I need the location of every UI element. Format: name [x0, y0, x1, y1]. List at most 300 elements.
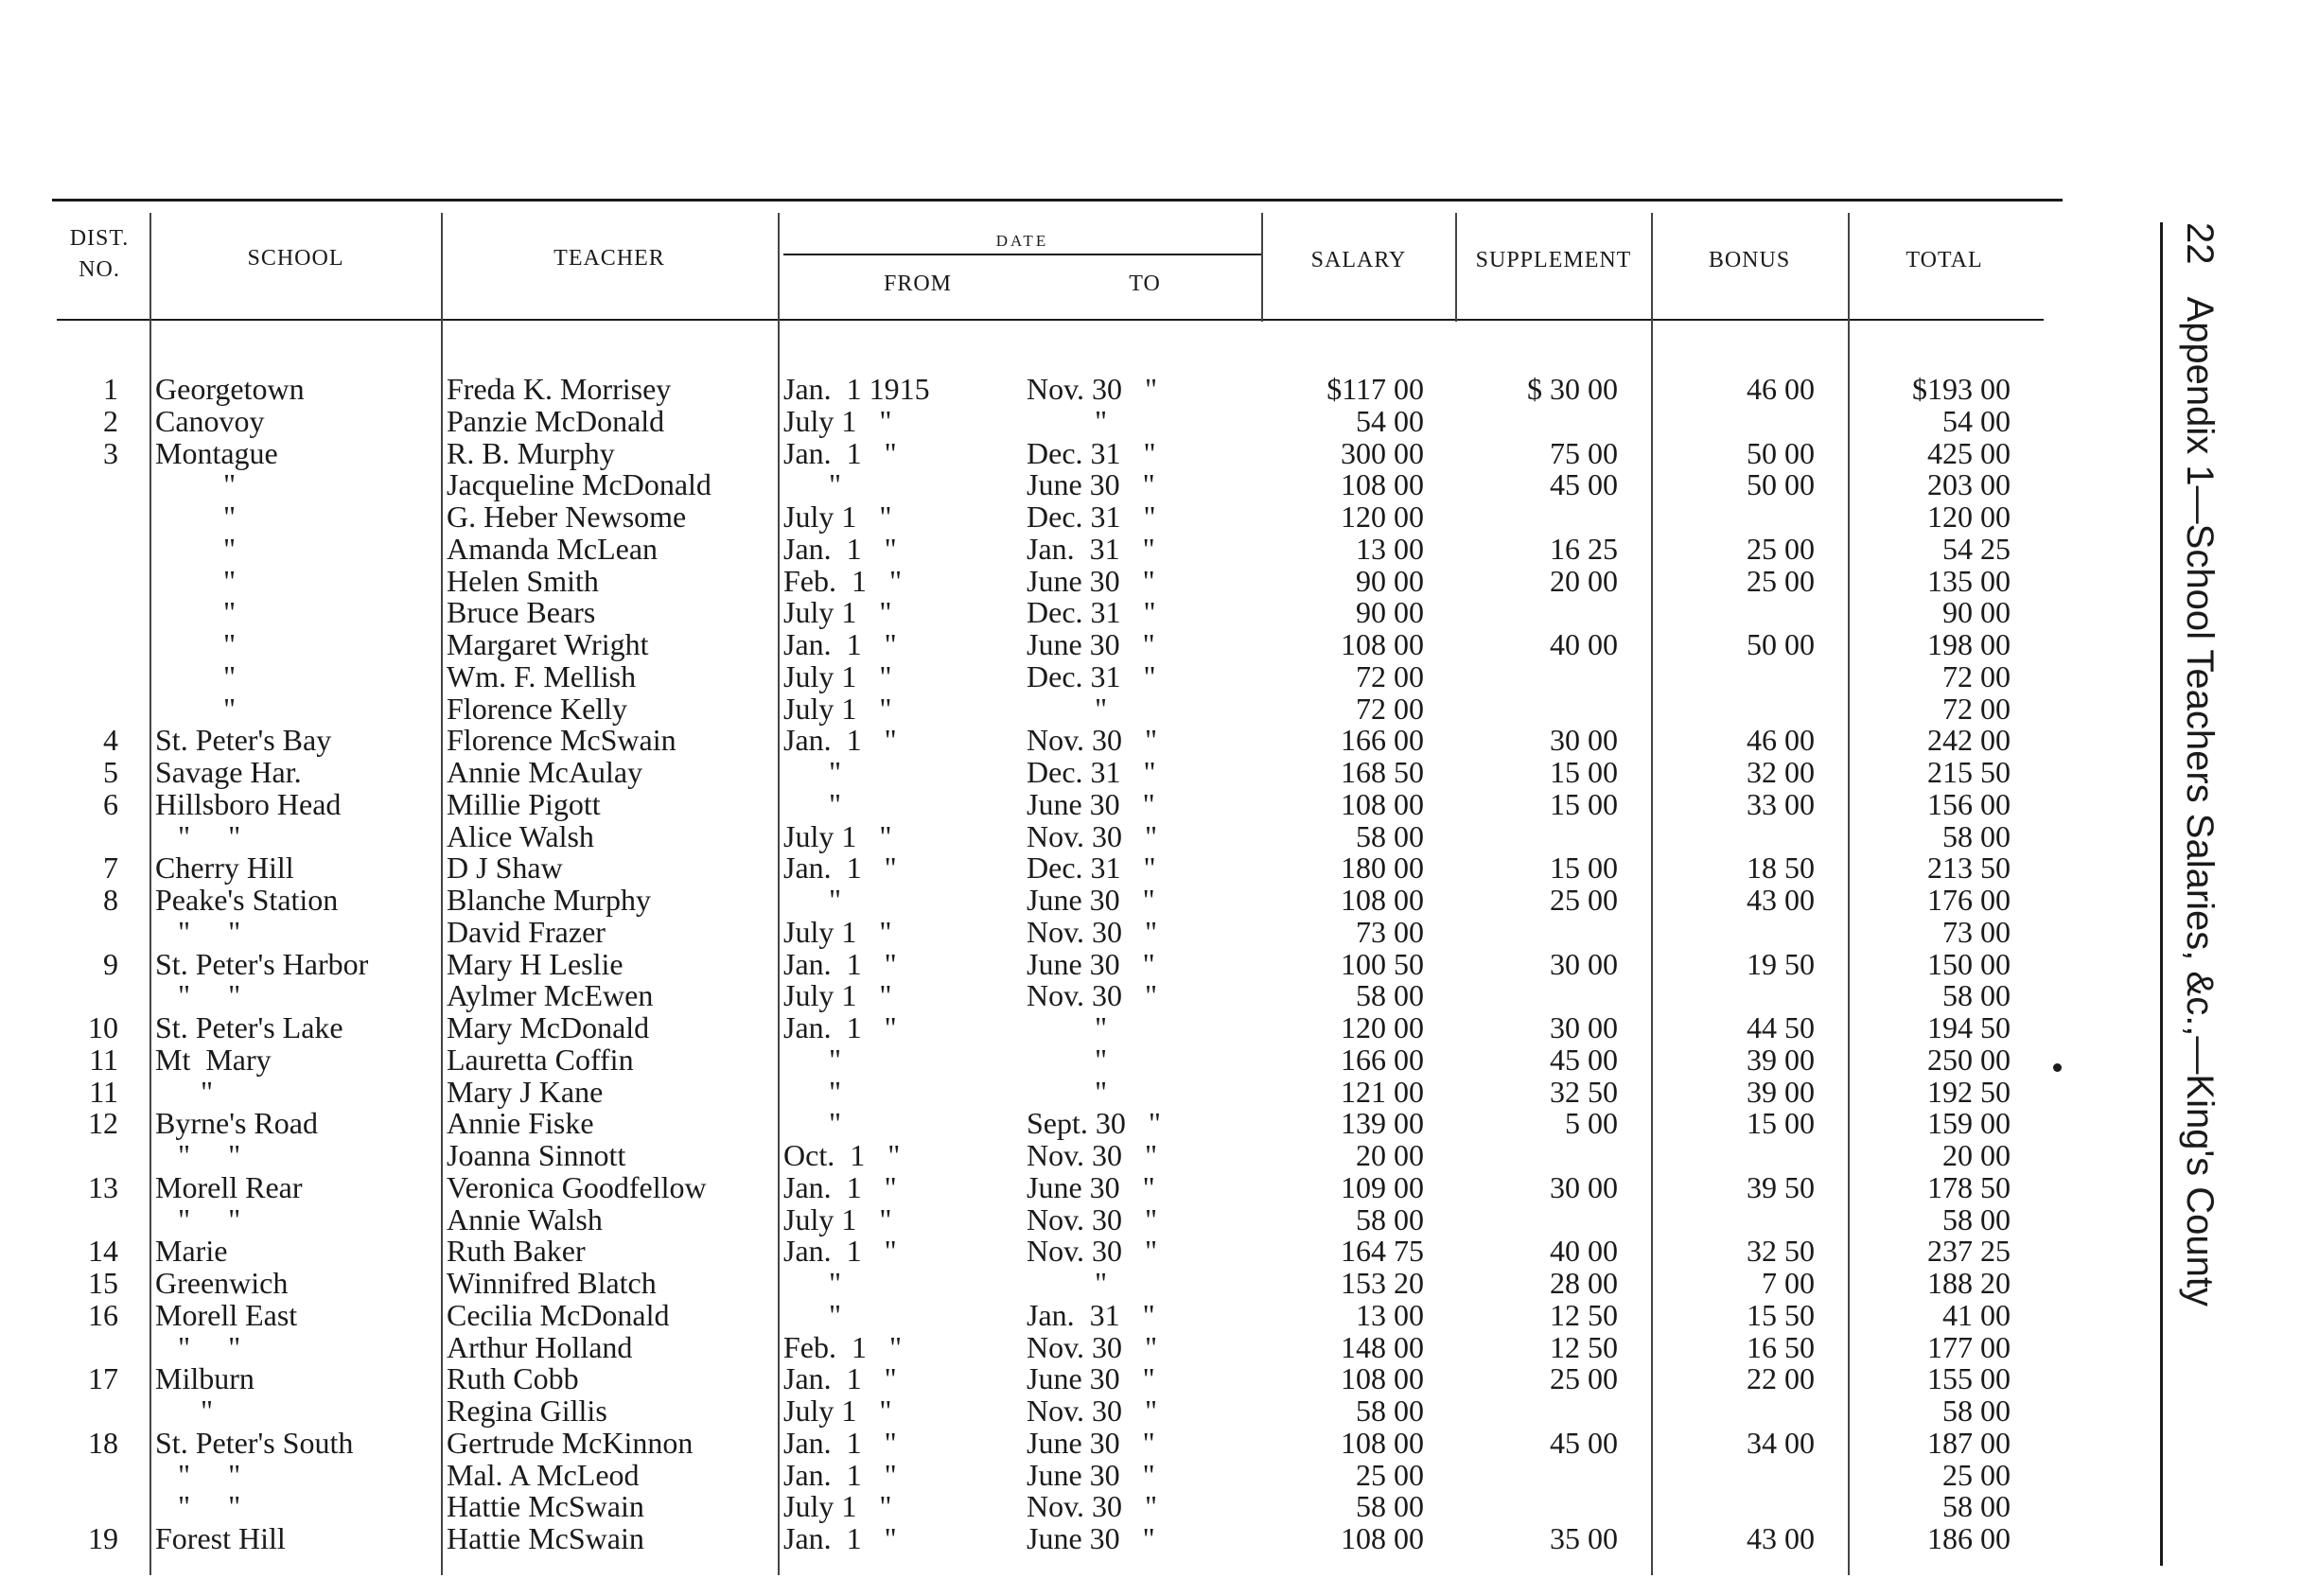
margin-dot: [2053, 1063, 2062, 1072]
date-from-cell: Jan. 1 ": [783, 627, 897, 661]
total-cell: 20 00: [1942, 1138, 2011, 1172]
supplement-cell: 25 00: [1550, 883, 1618, 917]
school-cell: Marie: [155, 1234, 228, 1269]
date-to-cell: ": [1027, 1010, 1108, 1044]
date-from-cell: Feb. 1 ": [783, 563, 903, 598]
salary-cell: 73 00: [1356, 914, 1424, 949]
bonus-cell: 39 00: [1747, 1042, 1815, 1077]
salary-cell: 109 00: [1341, 1169, 1424, 1204]
top-rule: [52, 199, 2063, 202]
date-from-cell: Oct. 1 ": [783, 1138, 901, 1172]
supplement-cell: 12 50: [1550, 1297, 1618, 1332]
total-cell: 187 00: [1927, 1425, 2011, 1460]
salary-cell: 164 75: [1341, 1234, 1424, 1269]
date-to-cell: ": [1027, 691, 1108, 726]
teacher-cell: Jacqueline McDonald: [447, 467, 711, 502]
salary-cell: 58 00: [1356, 1489, 1424, 1524]
school-cell: Canovoy: [155, 403, 265, 438]
date-to-cell: ": [1027, 1266, 1108, 1300]
bonus-cell: 32 00: [1747, 755, 1815, 789]
supplement-cell: 30 00: [1550, 1010, 1618, 1044]
bonus-cell: 44 50: [1747, 1010, 1815, 1044]
supplement-cell: 15 00: [1550, 851, 1618, 886]
teacher-cell: Mary McDonald: [447, 1010, 650, 1044]
teacher-cell: Winnifred Blatch: [447, 1266, 657, 1300]
school-cell: " ": [155, 1489, 241, 1524]
school-cell: Mt Mary: [155, 1042, 272, 1077]
total-cell: 176 00: [1927, 883, 2011, 917]
teacher-cell: R. B. Murphy: [447, 435, 615, 470]
total-cell: 213 50: [1927, 851, 2011, 886]
salary-cell: 90 00: [1356, 563, 1424, 598]
school-cell: St. Peter's South: [155, 1425, 354, 1460]
date-from-cell: July 1 ": [783, 914, 892, 949]
header-bonus: BONUS: [1708, 248, 1791, 272]
date-from-cell: July 1 ": [783, 1394, 892, 1428]
table-row: [0, 725, 2119, 757]
date-to-cell: Nov. 30 ": [1027, 914, 1158, 949]
supplement-cell: 20 00: [1550, 563, 1618, 598]
teacher-cell: Cecilia McDonald: [447, 1297, 670, 1332]
salary-cell: 58 00: [1356, 1201, 1424, 1236]
salary-cell: 90 00: [1356, 595, 1424, 630]
salary-cell: 58 00: [1356, 818, 1424, 853]
teacher-cell: Annie Fiske: [447, 1106, 594, 1141]
dist-no-cell: 17: [88, 1361, 118, 1396]
date-to-cell: Dec. 31 ": [1027, 595, 1156, 630]
salary-cell: 166 00: [1341, 1042, 1424, 1077]
date-from-cell: July 1 ": [783, 691, 892, 726]
school-cell: " ": [155, 1138, 241, 1172]
page-edge-rule: [2160, 222, 2163, 1566]
bonus-cell: 7 00: [1762, 1266, 1815, 1300]
date-from-cell: July 1 ": [783, 500, 892, 534]
salary-cell: 72 00: [1356, 658, 1424, 693]
salary-cell: 168 50: [1341, 755, 1424, 789]
school-cell: Morell Rear: [155, 1169, 303, 1204]
bonus-cell: 19 50: [1747, 946, 1815, 981]
supplement-cell: 35 00: [1550, 1521, 1618, 1555]
dist-no-cell: 9: [103, 946, 118, 981]
supplement-cell: 32 50: [1550, 1074, 1618, 1109]
table-row: [0, 1169, 2119, 1204]
salary-cell: 300 00: [1341, 435, 1424, 470]
total-cell: 215 50: [1927, 755, 2011, 789]
date-from-cell: ": [783, 883, 842, 917]
dist-no-cell: 10: [88, 1010, 118, 1044]
dist-no-cell: 19: [88, 1521, 118, 1555]
table-row: [0, 435, 2119, 470]
date-to-cell: Nov. 30 ": [1027, 723, 1158, 758]
salary-cell: 54 00: [1356, 403, 1424, 438]
school-cell: ": [155, 691, 237, 726]
total-cell: 242 00: [1927, 723, 2011, 758]
teacher-cell: Margaret Wright: [447, 627, 649, 661]
dist-no-cell: 11: [89, 1074, 118, 1109]
table-row: [0, 1236, 2119, 1268]
date-to-cell: June 30 ": [1027, 786, 1155, 821]
school-cell: Greenwich: [155, 1266, 289, 1300]
teacher-cell: David Frazer: [447, 914, 606, 949]
header-date: DATE: [995, 232, 1049, 250]
appendix-title: Appendix 1—School Teachers Salaries, &c.,—King's County: [2179, 296, 2221, 1307]
salary-cell: 139 00: [1341, 1106, 1424, 1141]
supplement-cell: 30 00: [1550, 1169, 1618, 1204]
bonus-cell: 15 50: [1747, 1297, 1815, 1332]
date-to-cell: Nov. 30 ": [1027, 1394, 1158, 1428]
total-cell: 188 20: [1927, 1266, 2011, 1300]
teacher-cell: Blanche Murphy: [447, 883, 651, 917]
date-from-cell: Jan. 1 ": [783, 1521, 897, 1555]
dist-no-cell: 11: [89, 1042, 118, 1077]
supplement-cell: 40 00: [1550, 1234, 1618, 1269]
date-from-cell: Jan. 1 ": [783, 1425, 897, 1460]
school-cell: Byrne's Road: [155, 1106, 318, 1141]
date-from-cell: Jan. 1 ": [783, 1361, 897, 1396]
date-to-cell: June 30 ": [1027, 467, 1155, 502]
table-row: [0, 693, 2119, 726]
date-to-cell: Jan. 31 ": [1027, 531, 1155, 566]
table-row: [0, 1457, 2119, 1492]
teacher-cell: Mal. A McLeod: [447, 1457, 640, 1492]
bonus-cell: 46 00: [1747, 372, 1815, 406]
header-to: TO: [1129, 272, 1161, 296]
date-to-cell: June 30 ": [1027, 883, 1155, 917]
header-bottom-rule: [57, 319, 2044, 321]
dist-no-cell: 15: [88, 1266, 118, 1300]
bonus-cell: 43 00: [1747, 1521, 1815, 1555]
salary-cell: 108 00: [1341, 883, 1424, 917]
school-cell: " ": [155, 1329, 241, 1364]
salary-cell: 108 00: [1341, 786, 1424, 821]
school-cell: Cherry Hill: [155, 851, 294, 886]
total-cell: 159 00: [1927, 1106, 2011, 1141]
date-from-cell: July 1 ": [783, 403, 892, 438]
supplement-cell: 30 00: [1550, 946, 1618, 981]
bonus-cell: 33 00: [1747, 786, 1815, 821]
date-from-cell: July 1 ": [783, 1201, 892, 1236]
school-cell: ": [155, 1074, 214, 1109]
date-from-cell: ": [783, 1266, 842, 1300]
school-cell: Morell East: [155, 1297, 298, 1332]
date-from-cell: ": [783, 1074, 842, 1109]
dist-no-cell: 18: [88, 1425, 118, 1460]
teacher-cell: Florence Kelly: [447, 691, 628, 726]
bonus-cell: 46 00: [1747, 723, 1815, 758]
teacher-cell: D J Shaw: [447, 851, 563, 886]
dist-no-cell: 13: [88, 1169, 118, 1204]
school-cell: Georgetown: [155, 372, 305, 406]
date-to-cell: ": [1027, 1074, 1108, 1109]
header-school: SCHOOL: [247, 246, 344, 271]
bonus-cell: 16 50: [1747, 1329, 1815, 1364]
salary-cell: $117 00: [1326, 372, 1424, 406]
date-to-cell: ": [1027, 403, 1108, 438]
total-cell: 192 50: [1927, 1074, 2011, 1109]
total-cell: 90 00: [1942, 595, 2011, 630]
salary-cell: 153 20: [1341, 1266, 1424, 1300]
date-to-cell: Nov. 30 ": [1027, 1329, 1158, 1364]
teacher-cell: Annie McAulay: [447, 755, 643, 789]
total-cell: 194 50: [1927, 1010, 2011, 1044]
total-cell: 203 00: [1927, 467, 2011, 502]
teacher-cell: Hattie McSwain: [447, 1489, 644, 1524]
supplement-cell: 75 00: [1550, 435, 1618, 470]
school-cell: ": [155, 467, 237, 502]
table-row: [0, 757, 2119, 789]
table-row: [0, 403, 2119, 438]
school-cell: ": [155, 1394, 214, 1428]
salary-cell: 58 00: [1356, 978, 1424, 1013]
header-supplement: SUPPLEMENT: [1475, 248, 1632, 272]
table-row: [0, 1491, 2119, 1523]
date-to-cell: Nov. 30 ": [1027, 1234, 1158, 1269]
total-cell: 58 00: [1942, 1201, 2011, 1236]
school-cell: St. Peter's Lake: [155, 1010, 343, 1044]
total-cell: 41 00: [1942, 1297, 2011, 1332]
date-from-cell: ": [783, 1042, 842, 1077]
total-cell: 73 00: [1942, 914, 2011, 949]
table-row: [0, 1329, 2119, 1364]
salary-cell: 120 00: [1341, 1010, 1424, 1044]
teacher-cell: Arthur Holland: [447, 1329, 633, 1364]
table-row: [0, 1108, 2119, 1140]
column-rule-date: [1261, 213, 1263, 322]
supplement-cell: 28 00: [1550, 1266, 1618, 1300]
total-cell: 156 00: [1927, 786, 2011, 821]
date-to-cell: June 30 ": [1027, 563, 1155, 598]
total-cell: 72 00: [1942, 691, 2011, 726]
header-total: TOTAL: [1906, 248, 1983, 272]
total-cell: 58 00: [1942, 818, 2011, 853]
total-cell: 186 00: [1927, 1521, 2011, 1555]
dist-no-cell: 1: [103, 372, 118, 406]
bonus-cell: 39 50: [1747, 1169, 1815, 1204]
date-from-cell: July 1 ": [783, 978, 892, 1013]
date-to-cell: Jan. 31 ": [1027, 1297, 1155, 1332]
supplement-cell: 30 00: [1550, 723, 1618, 758]
school-cell: ": [155, 627, 237, 661]
dist-no-cell: 12: [88, 1106, 118, 1141]
date-to-cell: Nov. 30 ": [1027, 372, 1158, 406]
teacher-cell: Wm. F. Mellish: [447, 658, 637, 693]
date-from-cell: Jan. 1 ": [783, 435, 897, 470]
table-row: [0, 469, 2119, 501]
bonus-cell: 18 50: [1747, 851, 1815, 886]
salary-cell: 25 00: [1356, 1457, 1424, 1492]
bonus-cell: 32 50: [1747, 1234, 1815, 1269]
teacher-cell: Hattie McSwain: [447, 1521, 644, 1555]
table-row: [0, 1074, 2119, 1109]
teacher-cell: Freda K. Morrisey: [447, 372, 672, 406]
table-row: [0, 563, 2119, 598]
total-cell: 237 25: [1927, 1234, 2011, 1269]
date-from-cell: Jan. 1 1915: [783, 372, 930, 406]
date-from-cell: Jan. 1 ": [783, 1234, 897, 1269]
side-caption: [2171, 222, 2228, 1596]
school-cell: " ": [155, 914, 241, 949]
table-row: [0, 1012, 2119, 1044]
salary-cell: 180 00: [1341, 851, 1424, 886]
supplement-cell: 5 00: [1565, 1106, 1618, 1141]
teacher-cell: Aylmer McEwen: [447, 978, 654, 1013]
total-cell: 198 00: [1927, 627, 2011, 661]
date-from-cell: July 1 ": [783, 595, 892, 630]
school-cell: Peake's Station: [155, 883, 339, 917]
table-row: [0, 1523, 2119, 1555]
teacher-cell: Panzie McDonald: [447, 403, 665, 438]
header-salary: SALARY: [1310, 248, 1407, 272]
salary-cell: 100 50: [1341, 946, 1424, 981]
teacher-cell: Alice Walsh: [447, 818, 594, 853]
supplement-cell: 45 00: [1550, 467, 1618, 502]
total-cell: 120 00: [1927, 500, 2011, 534]
dist-no-cell: 2: [103, 403, 118, 438]
bonus-cell: 50 00: [1747, 435, 1815, 470]
date-from-cell: Jan. 1 ": [783, 1457, 897, 1492]
total-cell: 58 00: [1942, 978, 2011, 1013]
date-to-cell: Nov. 30 ": [1027, 978, 1158, 1013]
teacher-cell: Mary H Leslie: [447, 946, 624, 981]
school-cell: ": [155, 563, 237, 598]
date-from-cell: July 1 ": [783, 818, 892, 853]
supplement-cell: 45 00: [1550, 1425, 1618, 1460]
date-to-cell: June 30 ": [1027, 1169, 1155, 1204]
date-to-cell: Nov. 30 ": [1027, 1489, 1158, 1524]
school-cell: ": [155, 531, 237, 566]
salary-cell: 108 00: [1341, 1425, 1424, 1460]
total-cell: 155 00: [1927, 1361, 2011, 1396]
total-cell: 72 00: [1942, 658, 2011, 693]
table-row: [0, 1297, 2119, 1332]
date-to-cell: Dec. 31 ": [1027, 658, 1156, 693]
school-cell: St. Peter's Bay: [155, 723, 332, 758]
supplement-cell: 40 00: [1550, 627, 1618, 661]
salary-cell: 148 00: [1341, 1329, 1424, 1364]
supplement-cell: 15 00: [1550, 786, 1618, 821]
date-from-cell: ": [783, 1106, 842, 1141]
date-to-cell: June 30 ": [1027, 1521, 1155, 1555]
school-cell: " ": [155, 1457, 241, 1492]
table-row: [0, 885, 2119, 917]
bonus-cell: 34 00: [1747, 1425, 1815, 1460]
date-to-cell: June 30 ": [1027, 946, 1155, 981]
teacher-cell: Ruth Baker: [447, 1234, 586, 1269]
date-to-cell: Nov. 30 ": [1027, 1201, 1158, 1236]
total-cell: 25 00: [1942, 1457, 2011, 1492]
teacher-cell: Mary J Kane: [447, 1074, 604, 1109]
dist-no-cell: 3: [103, 435, 118, 470]
header-from: FROM: [883, 272, 953, 296]
header-teacher: TEACHER: [553, 246, 665, 271]
date-from-cell: Feb. 1 ": [783, 1329, 903, 1364]
table-row: [0, 1395, 2119, 1428]
salary-cell: 108 00: [1341, 1361, 1424, 1396]
date-from-cell: ": [783, 1297, 842, 1332]
bonus-cell: 15 00: [1747, 1106, 1815, 1141]
total-cell: $193 00: [1912, 372, 2011, 406]
date-to-cell: Nov. 30 ": [1027, 818, 1158, 853]
date-to-cell: ": [1027, 1042, 1108, 1077]
school-cell: Forest Hill: [155, 1521, 286, 1555]
page-number: 22: [2179, 222, 2221, 265]
teacher-cell: Joanna Sinnott: [447, 1138, 626, 1172]
total-cell: 54 00: [1942, 403, 2011, 438]
dist-no-cell: 14: [88, 1234, 118, 1269]
date-from-cell: Jan. 1 ": [783, 1169, 897, 1204]
supplement-cell: 16 25: [1550, 531, 1618, 566]
date-to-cell: Nov. 30 ": [1027, 1138, 1158, 1172]
dist-no-cell: 7: [103, 851, 118, 886]
date-to-cell: June 30 ": [1027, 1425, 1155, 1460]
table-row: [0, 1268, 2119, 1300]
total-cell: 177 00: [1927, 1329, 2011, 1364]
bonus-cell: 25 00: [1747, 531, 1815, 566]
bonus-cell: 50 00: [1747, 627, 1815, 661]
bonus-cell: 43 00: [1747, 883, 1815, 917]
total-cell: 425 00: [1927, 435, 2011, 470]
dist-no-cell: 6: [103, 786, 118, 821]
dist-no-cell: 16: [88, 1297, 118, 1332]
salary-cell: 72 00: [1356, 691, 1424, 726]
date-from-cell: Jan. 1 ": [783, 531, 897, 566]
salary-cell: 108 00: [1341, 1521, 1424, 1555]
table-row: [0, 914, 2119, 949]
total-cell: 54 25: [1942, 531, 2011, 566]
school-cell: Milburn: [155, 1361, 255, 1396]
total-cell: 58 00: [1942, 1394, 2011, 1428]
date-to-cell: Dec. 31 ": [1027, 435, 1156, 470]
total-cell: 178 50: [1927, 1169, 2011, 1204]
date-from-cell: Jan. 1 ": [783, 1010, 897, 1044]
date-from-cell: ": [783, 755, 842, 789]
salary-cell: 121 00: [1341, 1074, 1424, 1109]
salary-cell: 20 00: [1356, 1138, 1424, 1172]
supplement-cell: $ 30 00: [1527, 372, 1618, 406]
table-row: [0, 1140, 2119, 1172]
dist-no-cell: 8: [103, 883, 118, 917]
teacher-cell: Millie Pigott: [447, 786, 601, 821]
school-cell: ": [155, 658, 237, 693]
date-from-cell: ": [783, 786, 842, 821]
date-from-cell: ": [783, 467, 842, 502]
table-row: [0, 786, 2119, 821]
teacher-cell: Bruce Bears: [447, 595, 596, 630]
teacher-cell: Lauretta Coffin: [447, 1042, 634, 1077]
school-cell: " ": [155, 818, 241, 853]
header-dist-no: DIST. NO.: [69, 226, 130, 282]
teacher-cell: Florence McSwain: [447, 723, 676, 758]
bonus-cell: 39 00: [1747, 1074, 1815, 1109]
school-cell: " ": [155, 978, 241, 1013]
school-cell: ": [155, 595, 237, 630]
table-row: [0, 852, 2119, 885]
date-from-cell: Jan. 1 ": [783, 723, 897, 758]
salary-cell: 13 00: [1356, 1297, 1424, 1332]
teacher-cell: Annie Walsh: [447, 1201, 603, 1236]
teacher-cell: Amanda McLean: [447, 531, 659, 566]
salary-cell: 166 00: [1341, 723, 1424, 758]
supplement-cell: 45 00: [1550, 1042, 1618, 1077]
date-to-cell: June 30 ": [1027, 1457, 1155, 1492]
salary-cell: 120 00: [1341, 500, 1424, 534]
supplement-cell: 25 00: [1550, 1361, 1618, 1396]
date-from-cell: Jan. 1 ": [783, 851, 897, 886]
school-cell: St. Peter's Harbor: [155, 946, 369, 981]
total-cell: 150 00: [1927, 946, 2011, 981]
date-to-cell: Dec. 31 ": [1027, 851, 1156, 886]
table-row: [0, 980, 2119, 1012]
